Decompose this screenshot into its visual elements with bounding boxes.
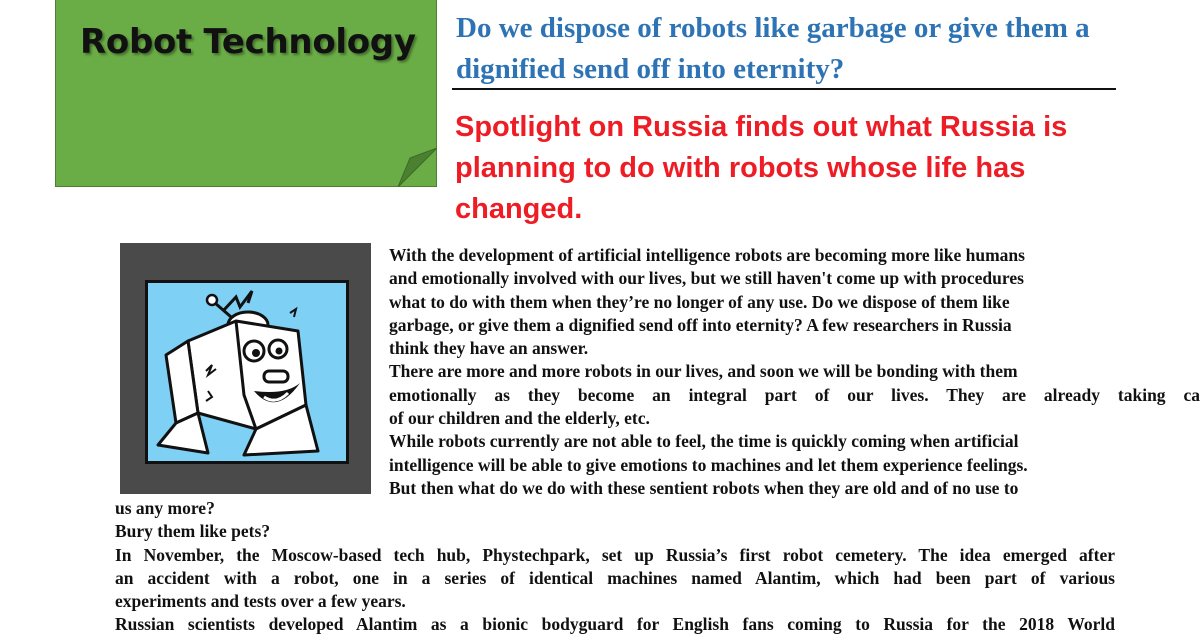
article-line: intelligence will be able to give emotions to machines and let them experience feelings.: [389, 454, 1028, 475]
header-divider: [452, 88, 1116, 90]
article-line: Bury them like pets?: [115, 521, 271, 542]
article-line: In November, the Moscow-based tech hub, Phystechpark, set up Russia’s first robot cemetery. The idea emerged after: [115, 544, 1115, 565]
article-line: garbage, or give them a dignified send off into eternity? A few researchers in Russia: [389, 314, 1012, 335]
article-line: With the development of artificial intelligence robots are becoming more like humans: [389, 245, 1025, 265]
article-line: experiments and tests over a few years.: [115, 591, 406, 612]
article-line: what to do with them when they’re no longer of any use. Do we dispose of them like: [389, 291, 1010, 312]
article-line: While robots currently are not able to feel, the time is quickly coming when artificial: [389, 431, 1019, 452]
headline-question: Do we dispose of robots like garbage or give them a dignified send off into eternity?: [456, 12, 1090, 85]
illustration-frame: [145, 280, 349, 464]
robot-illustration: [120, 243, 371, 494]
headline-spotlight: Spotlight on Russia finds out what Russia is planning to do with robots whose life has changed.: [455, 111, 1068, 225]
banner-title: Robot Technology: [80, 22, 416, 62]
broken-robot-icon: [148, 283, 346, 461]
article-line: think they have an answer.: [389, 338, 589, 359]
article-line: But then what do we do with these sentient robots when they are old and of no use to: [389, 477, 1019, 498]
article-line: of our children and the elderly, etc.: [389, 408, 650, 429]
article-line: us any more?: [115, 498, 215, 518]
article-line: Russian scientists developed Alantim as a bionic bodyguard for English fans coming to Russia for the 2018 World: [115, 614, 1115, 635]
article-line: and emotionally involved with our lives, but we still haven't come up with procedures: [389, 268, 1024, 289]
article-line: emotionally as they become an integral part of our lives. They are already taking ca: [389, 384, 1200, 405]
article-full-width: [115, 497, 1115, 637]
article-line: an accident with a robot, one in a series of identical machines named Alantim, which had been part of various: [115, 567, 1115, 588]
page-curl-icon: [398, 148, 437, 187]
section-banner: [55, 0, 437, 187]
article-line: There are more and more robots in our lives, and soon we will be bonding with them: [389, 361, 1018, 382]
article-column: [389, 244, 1200, 500]
